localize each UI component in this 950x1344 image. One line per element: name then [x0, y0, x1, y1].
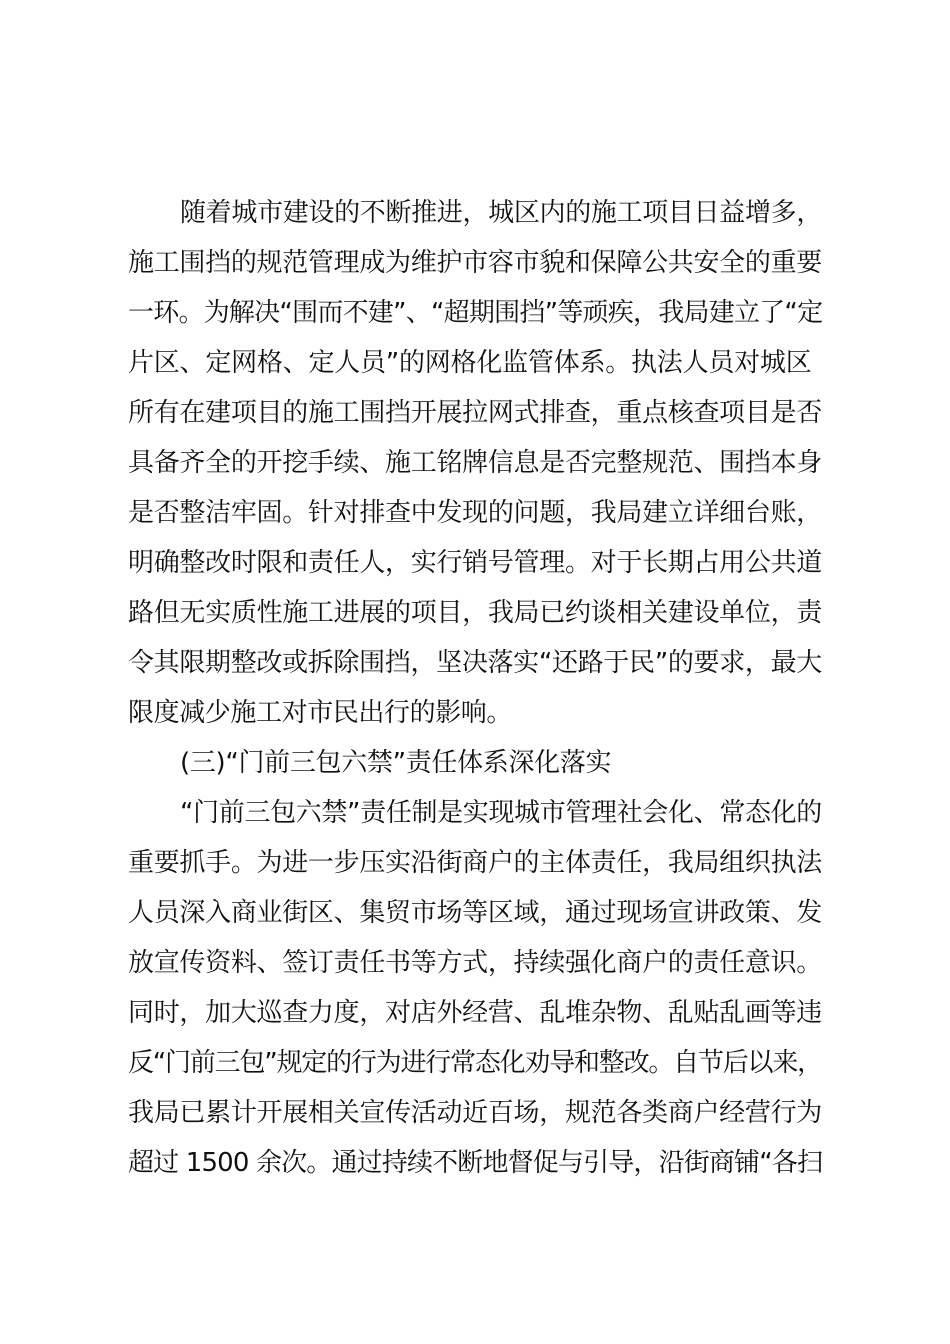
- paragraph-line: 反“门前三包”规定的行为进行常态化劝导和整改。自节后以来，: [128, 1048, 822, 1078]
- paragraph-line: 片区、定网格、定人员”的网格化监管体系。执法人员对城区: [128, 348, 812, 378]
- paragraph-line: 重要抓手。为进一步压实沿街商户的主体责任，我局组织执法: [128, 848, 823, 878]
- paragraph-line: 令其限期整改或拆除围挡，坚决落实“还路于民”的要求，最大: [128, 648, 822, 678]
- paragraph-line: 是否整洁牢固。针对排查中发现的问题，我局建立详细台账，: [128, 498, 823, 528]
- paragraph-line: 具备齐全的开挖手续、施工铭牌信息是否完整规范、围挡本身: [128, 448, 823, 478]
- paragraph-line: 随着城市建设的不断推进，城区内的施工项目日益增多，: [180, 198, 823, 228]
- paragraph-line: 放宣传资料、签订责任书等方式，持续强化商户的责任意识。: [128, 948, 823, 978]
- paragraph-line: 一环。为解决“围而不建”、“超期围挡”等顽疾，我局建立了“定: [128, 298, 823, 328]
- paragraph-line: 明确整改时限和责任人，实行销号管理。对于长期占用公共道: [128, 548, 823, 578]
- paragraph-line: 我局已累计开展相关宣传活动近百场，规范各类商户经营行为: [128, 1098, 823, 1128]
- paragraph-line: 人员深入商业街区、集贸市场等区域，通过现场宣讲政策、发: [128, 898, 823, 928]
- paragraph-line: 超过 1500 余次。通过持续不断地督促与引导，沿街商铺“各扫: [128, 1148, 823, 1178]
- paragraph-line: 路但无实质性施工进展的项目，我局已约谈相关建设单位，责: [128, 598, 823, 628]
- paragraph-line: 限度减少施工对市民出行的影响。: [128, 698, 513, 728]
- paragraph-line: “门前三包六禁”责任制是实现城市管理社会化、常态化的: [180, 798, 822, 828]
- paragraph-line: 施工围挡的规范管理成为维护市容市貌和保障公共安全的重要: [128, 248, 823, 278]
- section-heading: (三)“门前三包六禁”责任体系深化落实: [180, 748, 612, 778]
- paragraph-line: 同时，加大巡查力度，对店外经营、乱堆杂物、乱贴乱画等违: [128, 998, 823, 1028]
- paragraph-line: 所有在建项目的施工围挡开展拉网式排查，重点核查项目是否: [128, 398, 823, 428]
